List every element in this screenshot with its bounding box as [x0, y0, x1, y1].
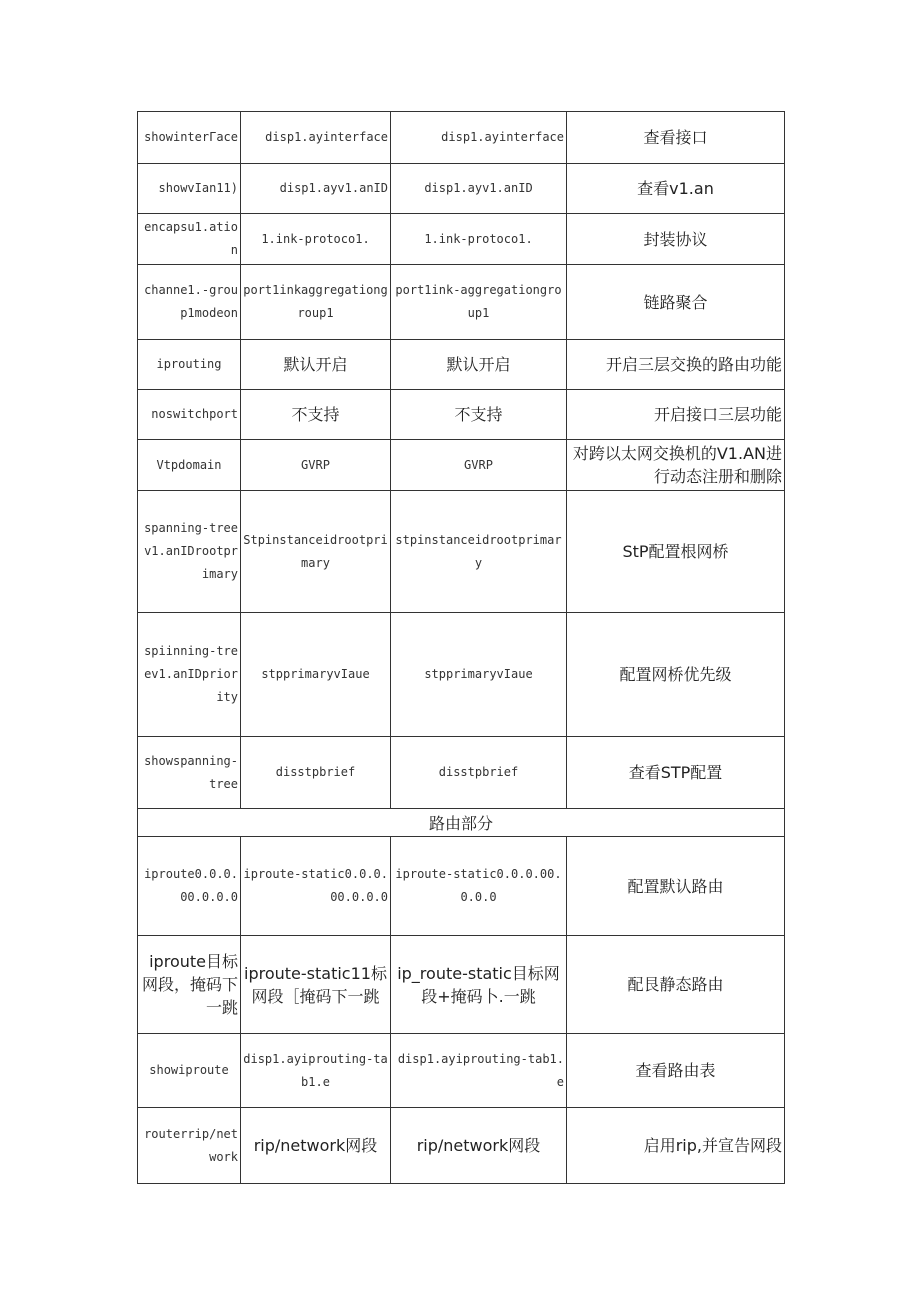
table-row	[138, 1034, 785, 1108]
table-row	[138, 340, 785, 390]
table-row	[138, 737, 785, 809]
cisco-command-cell: channe1.-group1modeon	[138, 265, 241, 340]
table-row	[138, 164, 785, 214]
h3c-command-cell: disp1.ayinterface	[241, 112, 391, 164]
description-cell: 配置默认路由	[567, 837, 785, 936]
table-row	[138, 936, 785, 1034]
h3c-command-cell: iproute-static11标网段［掩码下一跳	[241, 936, 391, 1034]
huawei-command-cell: port1ink-aggregationgroup1	[391, 265, 567, 340]
cisco-command-cell: encapsu1.ation	[138, 214, 241, 265]
h3c-command-cell: disp1.ayiprouting-tab1.e	[241, 1034, 391, 1108]
huawei-command-cell: disp1.ayinterface	[391, 112, 567, 164]
description-cell: 配艮静态路由	[567, 936, 785, 1034]
description-cell: 开启三层交换的路由功能	[567, 340, 785, 390]
cisco-command-cell: iproute目标网段，掩码下一跳	[138, 936, 241, 1034]
h3c-command-cell: disp1.ayv1.anID	[241, 164, 391, 214]
command-comparison-table	[137, 111, 785, 1184]
description-cell: 配置网桥优先级	[567, 613, 785, 737]
huawei-command-cell: rip/network网段	[391, 1108, 567, 1184]
table-row	[138, 1108, 785, 1184]
description-cell: 查看接口	[567, 112, 785, 164]
cisco-command-cell: spiinning-treev1.anIDpriority	[138, 613, 241, 737]
huawei-command-cell: stpprimaryvIaue	[391, 613, 567, 737]
table-row	[138, 214, 785, 265]
description-cell: 链路聚合	[567, 265, 785, 340]
h3c-command-cell: 不支持	[241, 390, 391, 440]
cisco-command-cell: showspanning-tree	[138, 737, 241, 809]
huawei-command-cell: disp1.ayiprouting-tab1.e	[391, 1034, 567, 1108]
huawei-command-cell: stpinstanceidrootprimary	[391, 491, 567, 613]
h3c-command-cell: disstpbrief	[241, 737, 391, 809]
cisco-command-cell: showinterГace	[138, 112, 241, 164]
description-cell: StP配置根网桥	[567, 491, 785, 613]
table-row	[138, 837, 785, 936]
description-cell: 启用rip,并宣告网段	[567, 1108, 785, 1184]
h3c-command-cell: iproute-static0.0.0.00.0.0.0	[241, 837, 391, 936]
table-row	[138, 112, 785, 164]
description-cell: 封装协议	[567, 214, 785, 265]
cisco-command-cell: spanning-treev1.anIDrootprimary	[138, 491, 241, 613]
description-cell: 对跨以太网交换机的V1.AN进行动态注册和删除	[567, 440, 785, 491]
cisco-command-cell: iproute0.0.0.00.0.0.0	[138, 837, 241, 936]
huawei-command-cell: 1.ink-protoco1.	[391, 214, 567, 265]
h3c-command-cell: stpprimaryvIaue	[241, 613, 391, 737]
huawei-command-cell: disstpbrief	[391, 737, 567, 809]
cisco-command-cell: Vtpdomain	[138, 440, 241, 491]
description-cell: 查看路由表	[567, 1034, 785, 1108]
h3c-command-cell: 默认开启	[241, 340, 391, 390]
huawei-command-cell: 默认开启	[391, 340, 567, 390]
table-row	[138, 390, 785, 440]
table-row	[138, 491, 785, 613]
h3c-command-cell: Stpinstanceidrootprimary	[241, 491, 391, 613]
h3c-command-cell: port1inkaggregationgroup1	[241, 265, 391, 340]
table-row	[138, 265, 785, 340]
huawei-command-cell: 不支持	[391, 390, 567, 440]
table-row	[138, 440, 785, 491]
cisco-command-cell: noswitchport	[138, 390, 241, 440]
huawei-command-cell: iproute-static0.0.0.00.0.0.0	[391, 837, 567, 936]
h3c-command-cell: GVRP	[241, 440, 391, 491]
h3c-command-cell: 1.ink-protoco1.	[241, 214, 391, 265]
description-cell: 查看v1.an	[567, 164, 785, 214]
description-cell: 开启接口三层功能	[567, 390, 785, 440]
cisco-command-cell: showvIan11)	[138, 164, 241, 214]
cisco-command-cell: routerrip/network	[138, 1108, 241, 1184]
description-cell: 查看STP配置	[567, 737, 785, 809]
table-row	[138, 613, 785, 737]
section-header-row	[138, 809, 785, 837]
cisco-command-cell: iprouting	[138, 340, 241, 390]
cisco-command-cell: showiproute	[138, 1034, 241, 1108]
huawei-command-cell: disp1.ayv1.anID	[391, 164, 567, 214]
h3c-command-cell: rip/network网段	[241, 1108, 391, 1184]
huawei-command-cell: GVRP	[391, 440, 567, 491]
section-title: 路由部分	[138, 809, 785, 837]
huawei-command-cell: ip_route-static目标网段+掩码卜.一跳	[391, 936, 567, 1034]
